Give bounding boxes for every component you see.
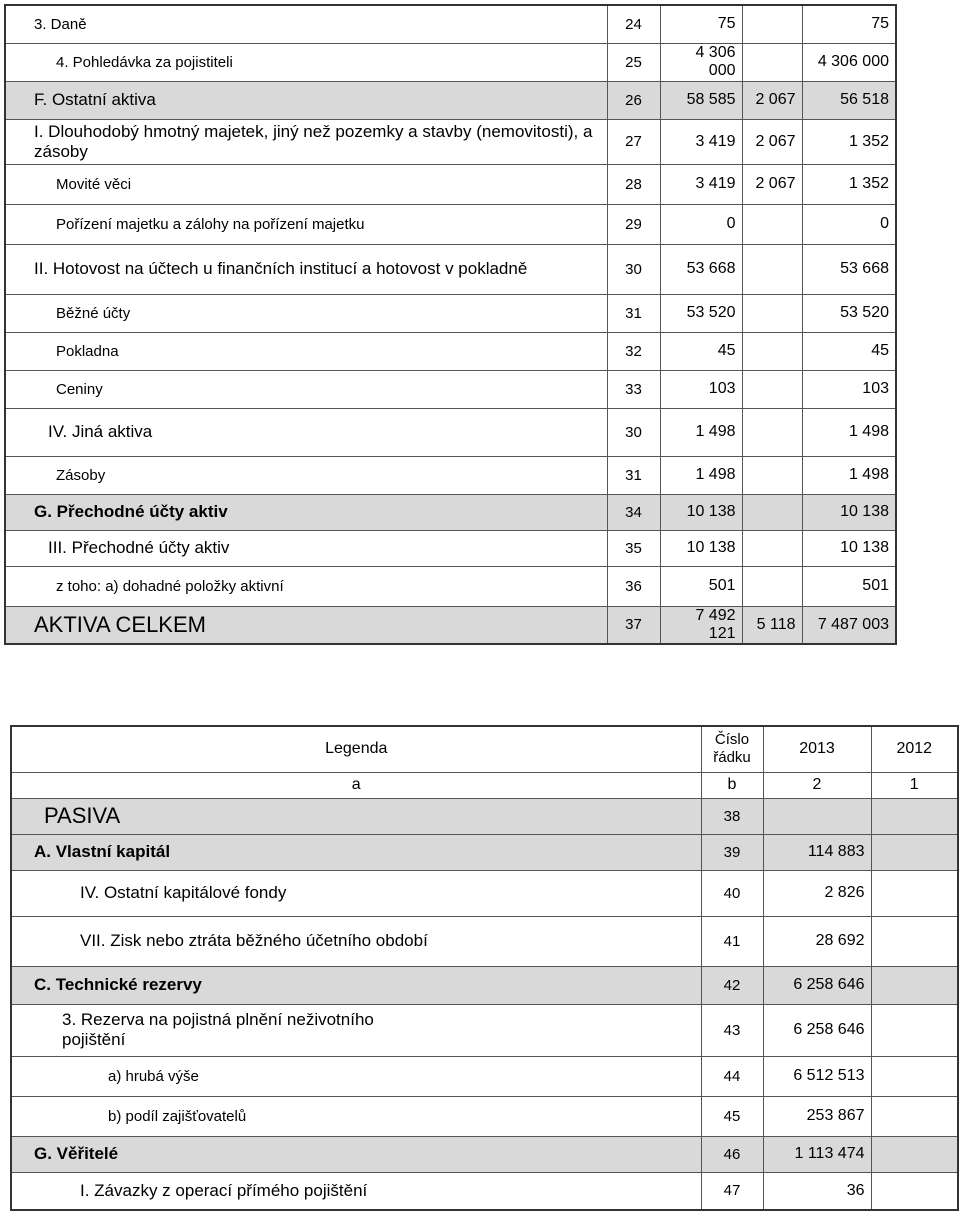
- row-value-2013: 6 258 646: [763, 1004, 871, 1056]
- row-label: IV. Jiná aktiva: [5, 408, 607, 456]
- row-line-number: 31: [607, 456, 660, 494]
- header-legend-text: Legenda: [325, 740, 388, 758]
- table-row: [5, 244, 896, 294]
- row-korekce: 2 067: [742, 81, 802, 119]
- row-value-2013: 36: [763, 1172, 871, 1210]
- row-value-2012: [871, 834, 958, 870]
- row-label: Běžné účty: [5, 294, 607, 332]
- row-netto: 0: [802, 204, 896, 244]
- table-row: [5, 530, 896, 566]
- row-brutto: 4 306 000: [660, 43, 742, 81]
- row-netto: 103: [802, 370, 896, 408]
- row-label: Movité věci: [5, 164, 607, 204]
- table-row: [11, 1096, 958, 1136]
- row-line-number: 43: [701, 1004, 763, 1056]
- row-label: C. Technické rezervy: [11, 966, 701, 1004]
- row-line-number: 35: [607, 530, 660, 566]
- row-korekce: 2 067: [742, 119, 802, 164]
- row-netto: 75: [802, 5, 896, 43]
- row-label: IV. Ostatní kapitálové fondy: [11, 870, 701, 916]
- row-netto: 1 498: [802, 456, 896, 494]
- row-line-number: 24: [607, 5, 660, 43]
- row-brutto: 45: [660, 332, 742, 370]
- row-value-2013: 6 512 513: [763, 1056, 871, 1096]
- row-brutto: 7 492 121: [660, 606, 742, 644]
- header-year-2013: 2013: [763, 726, 871, 772]
- row-brutto: 0: [660, 204, 742, 244]
- row-label: Ceniny: [5, 370, 607, 408]
- row-label: G. Přechodné účty aktiv: [5, 494, 607, 530]
- table-row: [5, 332, 896, 370]
- table-row: [5, 204, 896, 244]
- row-line-number: 40: [701, 870, 763, 916]
- table-row: [11, 834, 958, 870]
- table-row: [5, 164, 896, 204]
- table-row: [5, 566, 896, 606]
- table-row: [11, 798, 958, 834]
- row-korekce: [742, 408, 802, 456]
- row-line-number: 25: [607, 43, 660, 81]
- row-line-number: 42: [701, 966, 763, 1004]
- row-line-number: 30: [607, 244, 660, 294]
- row-label: Pokladna: [5, 332, 607, 370]
- row-label: [11, 1004, 701, 1056]
- row-line-number: 31: [607, 294, 660, 332]
- row-brutto: 53 520: [660, 294, 742, 332]
- row-line-number: 37: [607, 606, 660, 644]
- row-line-number: 26: [607, 81, 660, 119]
- row-value-2012: [871, 798, 958, 834]
- row-netto: 501: [802, 566, 896, 606]
- row-line-number: 30: [607, 408, 660, 456]
- table-row: [11, 870, 958, 916]
- row-line-number: 45: [701, 1096, 763, 1136]
- row-line-number: 29: [607, 204, 660, 244]
- row-korekce: [742, 530, 802, 566]
- row-korekce: [742, 244, 802, 294]
- row-line-number: 36: [607, 566, 660, 606]
- row-netto: 10 138: [802, 530, 896, 566]
- table-row: [11, 916, 958, 966]
- table-row: [5, 370, 896, 408]
- row-korekce: [742, 294, 802, 332]
- row-value-2013: 28 692: [763, 916, 871, 966]
- row-korekce: [742, 456, 802, 494]
- row-label: VII. Zisk nebo ztráta běžného účetního období: [11, 916, 701, 966]
- row-line-number: 38: [701, 798, 763, 834]
- row-netto: 7 487 003: [802, 606, 896, 644]
- row-korekce: [742, 43, 802, 81]
- row-value-2012: [871, 1136, 958, 1172]
- row-brutto: 501: [660, 566, 742, 606]
- row-label: AKTIVA CELKEM: [5, 606, 607, 644]
- table-row: [5, 5, 896, 43]
- row-line-number: 46: [701, 1136, 763, 1172]
- subheader-b: b: [701, 772, 763, 798]
- row-label: b) podíl zajišťovatelů: [11, 1096, 701, 1136]
- row-line-number: 47: [701, 1172, 763, 1210]
- row-netto: 45: [802, 332, 896, 370]
- row-brutto: 3 419: [660, 164, 742, 204]
- header-line-number: Číslo řádku: [701, 726, 763, 772]
- row-line-number: 34: [607, 494, 660, 530]
- row-brutto: 1 498: [660, 456, 742, 494]
- row-brutto: 3 419: [660, 119, 742, 164]
- header-legend: [11, 726, 701, 772]
- subheader-a: a: [11, 772, 701, 798]
- row-label: III. Přechodné účty aktiv: [5, 530, 607, 566]
- table-row: [5, 294, 896, 332]
- row-netto: 1 498: [802, 408, 896, 456]
- row-value-2012: [871, 966, 958, 1004]
- row-label: I. Závazky z operací přímého pojištění: [11, 1172, 701, 1210]
- row-label: PASIVA: [11, 798, 701, 834]
- row-korekce: 2 067: [742, 164, 802, 204]
- row-brutto: 10 138: [660, 494, 742, 530]
- row-korekce: 5 118: [742, 606, 802, 644]
- row-value-2013: [763, 798, 871, 834]
- row-netto: 1 352: [802, 119, 896, 164]
- row-brutto: 1 498: [660, 408, 742, 456]
- row-value-2013: 253 867: [763, 1096, 871, 1136]
- row-brutto: 58 585: [660, 81, 742, 119]
- row-label-text: 3. Rezerva na pojistná plnění neživotního pojištění: [62, 1010, 374, 1049]
- row-value-2013: 1 113 474: [763, 1136, 871, 1172]
- table-row: [5, 119, 896, 164]
- row-label: Zásoby: [5, 456, 607, 494]
- row-netto: 56 518: [802, 81, 896, 119]
- table-row: [5, 494, 896, 530]
- row-brutto: 103: [660, 370, 742, 408]
- row-line-number: 27: [607, 119, 660, 164]
- row-brutto: 53 668: [660, 244, 742, 294]
- table-row: [11, 966, 958, 1004]
- subheader-row: [11, 772, 958, 798]
- table-row: [5, 456, 896, 494]
- row-netto: 10 138: [802, 494, 896, 530]
- table-row: [5, 606, 896, 644]
- subheader-c1: 2: [763, 772, 871, 798]
- liabilities-table: [10, 725, 959, 1211]
- row-korekce: [742, 370, 802, 408]
- table-row: [11, 1056, 958, 1096]
- row-value-2012: [871, 1056, 958, 1096]
- row-korekce: [742, 204, 802, 244]
- assets-table: [4, 4, 897, 645]
- row-korekce: [742, 494, 802, 530]
- row-netto: 53 668: [802, 244, 896, 294]
- subheader-c2: 1: [871, 772, 958, 798]
- row-brutto: 75: [660, 5, 742, 43]
- row-value-2012: [871, 1004, 958, 1056]
- row-value-2012: [871, 870, 958, 916]
- row-value-2013: 6 258 646: [763, 966, 871, 1004]
- row-korekce: [742, 5, 802, 43]
- row-korekce: [742, 566, 802, 606]
- row-netto: 4 306 000: [802, 43, 896, 81]
- header-year-2012: 2012: [871, 726, 958, 772]
- row-label: a) hrubá výše: [11, 1056, 701, 1096]
- table-row: [11, 1136, 958, 1172]
- row-label: z toho: a) dohadné položky aktivní: [5, 566, 607, 606]
- table-row: [5, 81, 896, 119]
- row-brutto: 10 138: [660, 530, 742, 566]
- row-value-2013: 114 883: [763, 834, 871, 870]
- row-label: G. Věřitelé: [11, 1136, 701, 1172]
- row-line-number: 32: [607, 332, 660, 370]
- row-label: 3. Daně: [5, 5, 607, 43]
- row-label: II. Hotovost na účtech u finančních institucí a hotovost v pokladně: [5, 244, 607, 294]
- row-value-2012: [871, 1172, 958, 1210]
- table-row: [11, 1172, 958, 1210]
- row-korekce: [742, 332, 802, 370]
- row-line-number: 41: [701, 916, 763, 966]
- row-line-number: 33: [607, 370, 660, 408]
- row-line-number: 28: [607, 164, 660, 204]
- table-row: [5, 43, 896, 81]
- header-row: [11, 726, 958, 772]
- row-label: 4. Pohledávka za pojistiteli: [5, 43, 607, 81]
- row-label: F. Ostatní aktiva: [5, 81, 607, 119]
- row-value-2013: 2 826: [763, 870, 871, 916]
- row-label: A. Vlastní kapitál: [11, 834, 701, 870]
- row-value-2012: [871, 916, 958, 966]
- row-netto: 1 352: [802, 164, 896, 204]
- table-row: [11, 1004, 958, 1056]
- table-row: [5, 408, 896, 456]
- row-line-number: 44: [701, 1056, 763, 1096]
- row-label: I. Dlouhodobý hmotný majetek, jiný než pozemky a stavby (nemovitosti), a zásoby: [5, 119, 607, 164]
- row-label: Pořízení majetku a zálohy na pořízení majetku: [5, 204, 607, 244]
- row-value-2012: [871, 1096, 958, 1136]
- row-line-number: 39: [701, 834, 763, 870]
- row-netto: 53 520: [802, 294, 896, 332]
